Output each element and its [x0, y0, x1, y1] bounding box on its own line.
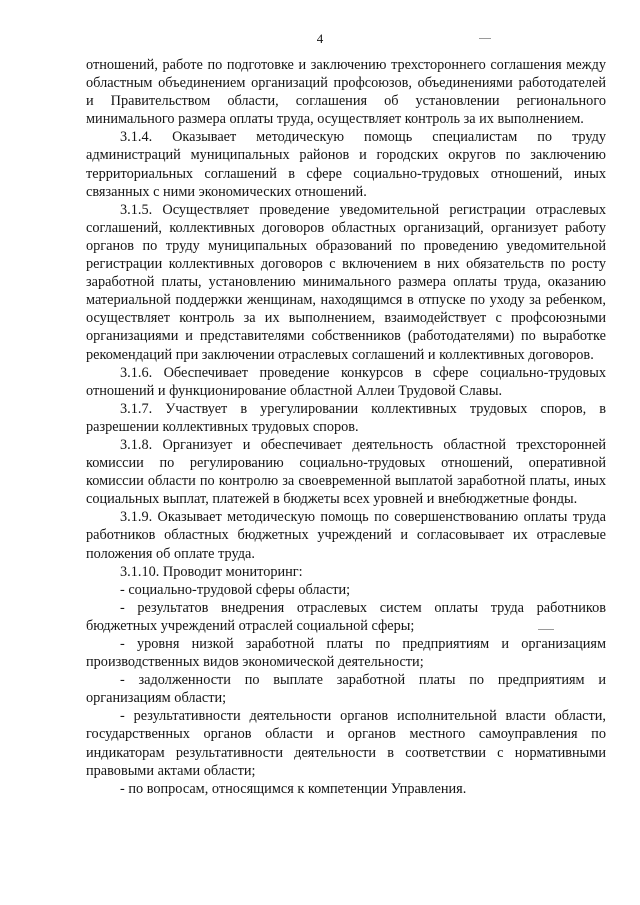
list-item: - по вопросам, относящимся к компетенции Управления. — [120, 780, 467, 797]
paragraph-3-1-6: 3.1.6. Обеспечивает проведение конкурсов в сфере социально-трудовых отношений и функционирование областной Аллеи Трудовой Славы. — [86, 364, 606, 399]
paragraph-3-1-10: 3.1.10. Проводит мониторинг: — [120, 563, 303, 580]
paragraph-3-1-7: 3.1.7. Участвует в урегулировании коллективных трудовых споров, в разрешении коллективных трудовых споров. — [86, 400, 606, 435]
page-number: 4 — [316, 31, 324, 46]
list-item: - социально-трудовой сферы области; — [120, 581, 351, 598]
paragraph-3-1-8: 3.1.8. Организует и обеспечивает деятельность областной трехсторонней комиссии по регулированию социально-трудовых отношений, оперативной комиссии области по контролю за своевременной выплатой заработной платы, иных социальных выплат, платежей в бюджеты всех уровней и внебюджетные фонды. — [86, 436, 606, 508]
list-item: - задолженности по выплате заработной платы по предприятиям и организациям области; — [86, 672, 606, 707]
list-item: - результативности деятельности органов исполнительной власти области, государственных органов области и органов местного самоуправления по индикаторам результативности деятельности в соответствии с нормативными правовыми актами области; — [86, 708, 606, 779]
paragraph-3-1-5: 3.1.5. Осуществляет проведение уведомительной регистрации отраслевых соглашений, коллективных договоров областных организаций, организует работу органов по труду муниципальных образований по проведению уведомительной регистрации коллективных договоров с включением в них обязательств по росту заработной платы, установлению минимального размера оплаты труда, оказанию материальной поддержки женщинам, находящимся в отпуске по уходу за ребенком, осуществляет контроль за их выполнением, взаимодействует с профсоюзными организациями и представителями собственников (работодателями) по выработке рекомендаций при заключении отраслевых соглашений и коллективных договоров. — [86, 201, 606, 363]
monitoring-list — [86, 581, 606, 798]
paragraph-continuation: отношений, работе по подготовке и заключению трехстороннего соглашения между областным объединением организаций профсоюзов, объединениями работодателей и Правительством области, соглашения об установлении регионального минимального размера оплаты труда, осуществляет контроль за их выполнением. — [86, 57, 606, 128]
document-body — [86, 56, 606, 798]
paragraph-3-1-4: 3.1.4. Оказывает методическую помощь специалистам по труду администраций муниципальных районов и городских округов по заключению территориальных соглашений в сфере социально-трудовых отношений, иных связанных с ними экономических отношений. — [86, 129, 606, 200]
list-item: - уровня низкой заработной платы по предприятиям и организациям производственных видов экономической деятельности; — [86, 636, 606, 671]
paragraph-3-1-9: 3.1.9. Оказывает методическую помощь по совершенствованию оплаты труда работников областных бюджетных учреждений и согласовывает их отраслевые положения об оплате труда. — [86, 509, 606, 562]
scan-mark — [538, 629, 554, 630]
list-item: - результатов внедрения отраслевых систем оплаты труда работников бюджетных учреждений отраслей социальной сферы; — [86, 599, 606, 634]
scan-mark — [479, 38, 491, 39]
